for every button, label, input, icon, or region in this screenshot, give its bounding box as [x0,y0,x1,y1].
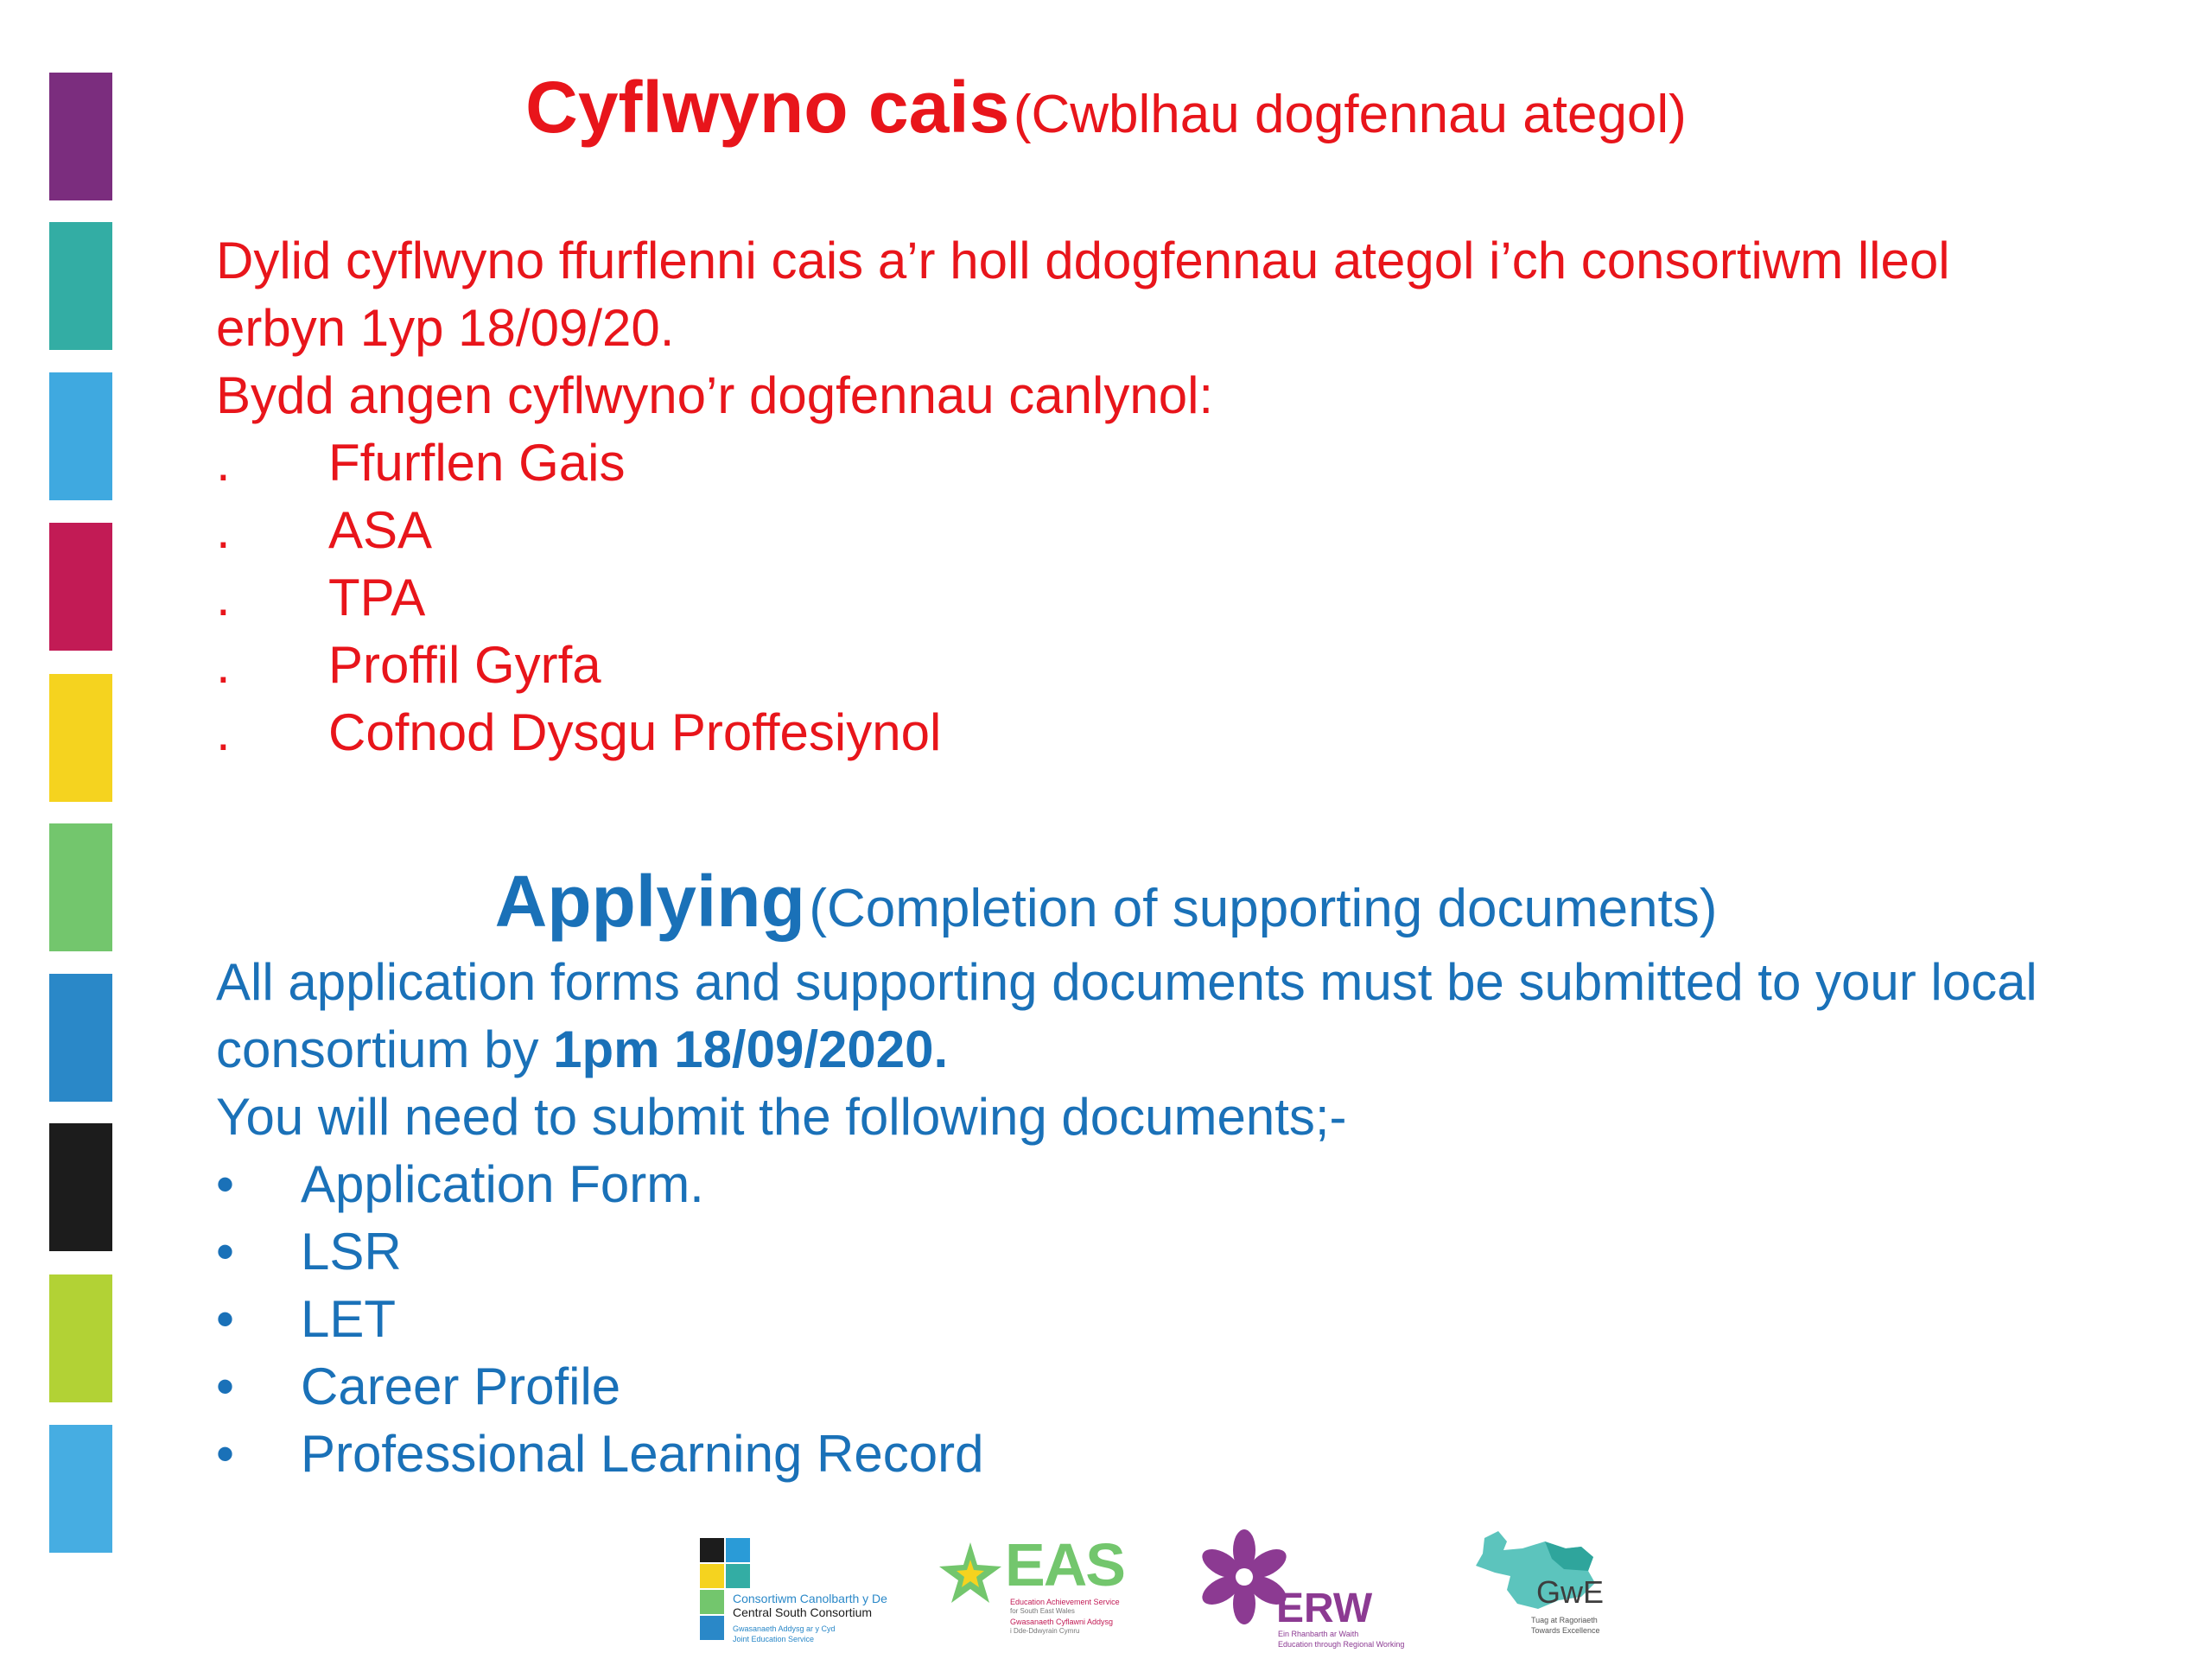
bullet-dot: • [216,1425,235,1483]
welsh-heading [0,66,2212,149]
csc-logo [700,1538,907,1650]
csc-name-english: Central South Consortium [733,1605,873,1619]
list-item-label: Career Profile [301,1357,621,1415]
gwe-subline-welsh: Tuag at Ragoriaeth [1531,1616,1598,1624]
list-item [216,429,941,497]
bullet-dot: • [216,1223,235,1281]
eas-wordmark: EAS [1005,1531,1124,1599]
stripe-magenta [49,523,112,651]
eas-subline-2: for South East Wales [1010,1607,1075,1615]
welsh-para-line-2: erbyn 1yp 18/09/20. [216,299,675,357]
list-item-label: LET [301,1290,397,1348]
list-item [216,632,941,699]
eas-subline-3: Gwasanaeth Cyflawni Addysg [1010,1618,1114,1626]
deadline-bold: 1pm 18/09/2020. [553,1020,949,1078]
eas-logo [938,1531,1145,1650]
english-subtitle: (Completion of supporting documents) [809,879,1718,938]
english-para-line-1: All application forms and supporting documents must be submitted to your local [216,953,2037,1011]
bullet-dot: . [216,434,231,492]
stripe-yellow [49,674,112,802]
csc-name-welsh: Consortiwm Canolbarth y De [733,1592,887,1605]
csc-square-yellow [700,1564,724,1588]
english-document-list [216,1151,983,1488]
welsh-para-line-1: Dylid cyflwyno ffurflenni cais a’r holl ddogfennau ategol i’ch consortiwm lleol [216,232,1950,289]
bullet-dot: . [216,636,231,694]
english-para-line-2 [216,1016,2177,1084]
csc-square-blue [726,1538,750,1562]
list-item-label: Application Form. [301,1155,704,1213]
csc-square-blue-2 [700,1616,724,1640]
csc-square-green [700,1590,724,1614]
welsh-title: Cyflwyno cais [525,67,1010,148]
erw-logo [1197,1529,1404,1655]
list-item-label: Professional Learning Record [301,1425,984,1483]
erw-subline-welsh: Ein Rhanbarth ar Waith [1278,1630,1359,1638]
welsh-subtitle: (Cwblhau dogfennau ategol) [1013,85,1687,144]
bullet-dot: • [216,1290,235,1348]
bullet-dot: . [216,569,231,626]
list-item [216,699,941,766]
bullet-dot: • [216,1357,235,1415]
list-item-label: LSR [301,1223,402,1281]
stripe-black [49,1123,112,1251]
csc-square-teal [726,1564,750,1588]
eas-star-icon [938,1541,1003,1606]
english-heading [0,860,2212,944]
stripe-lime [49,1274,112,1402]
erw-wordmark: ERW [1276,1586,1373,1631]
list-item [216,1353,983,1421]
welsh-paragraph [216,227,2177,429]
list-item [216,497,941,564]
gwe-wordmark: GwE [1536,1574,1605,1610]
partner-logos [700,1529,1616,1659]
csc-subline-english: Joint Education Service [733,1635,815,1643]
stripe-light-blue [49,1425,112,1553]
list-item [216,1286,983,1353]
erw-subline-english: Education through Regional Working [1278,1640,1405,1649]
list-item-label: Cofnod Dysgu Proffesiynol [328,703,942,761]
list-item-label: TPA [328,569,426,626]
list-item [216,1151,983,1218]
eas-subline-1: Education Achievement Service [1010,1598,1120,1606]
list-item [216,564,941,632]
gwe-subline-english: Towards Excellence [1531,1626,1600,1635]
english-para-line-2-text: consortium by [216,1020,554,1078]
welsh-para-line-3: Bydd angen cyflwyno’r dogfennau canlynol: [216,366,1214,424]
stripe-blue [49,974,112,1102]
bullet-dot: . [216,703,231,761]
stripe-teal [49,222,112,350]
bullet-dot: • [216,1155,235,1213]
list-item-label: Proffil Gyrfa [328,636,601,694]
list-item [216,1218,983,1286]
english-para-line-3: You will need to submit the following documents;- [216,1088,1347,1146]
eas-subline-4: i Dde-Ddwyrain Cymru [1010,1627,1080,1635]
english-title: Applying [494,861,805,942]
english-paragraph [216,949,2177,1151]
csc-square-black [700,1538,724,1562]
welsh-document-list [216,429,941,766]
list-item [216,1421,983,1488]
list-item-label: Ffurflen Gais [328,434,626,492]
bullet-dot: . [216,501,231,559]
list-item-label: ASA [328,501,433,559]
gwe-logo [1469,1529,1616,1650]
stripe-sky-blue [49,372,112,500]
csc-subline-welsh: Gwasanaeth Addysg ar y Cyd [733,1624,836,1633]
